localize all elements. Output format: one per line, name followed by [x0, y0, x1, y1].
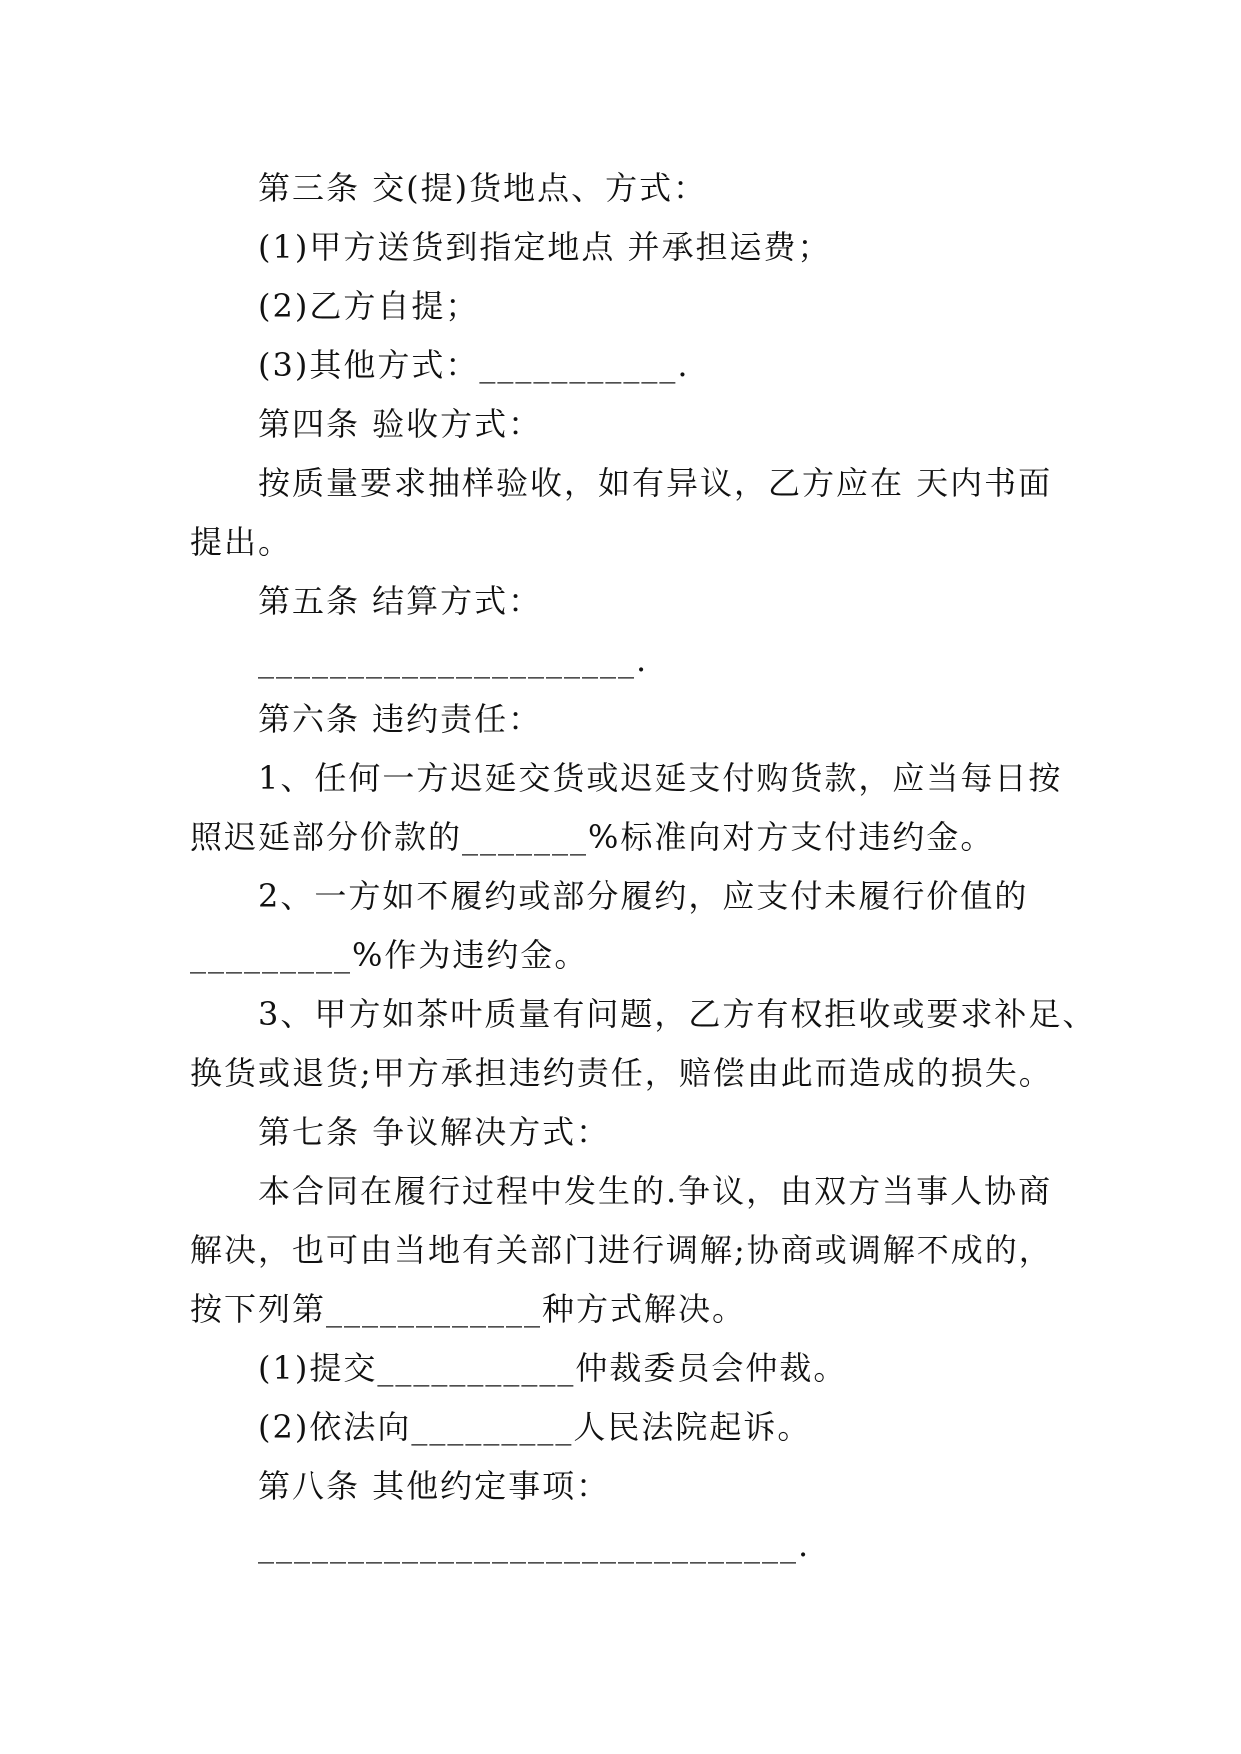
article-5-heading: 第五条 结算方式：	[258, 582, 543, 620]
article-3-item-1: (1)甲方送货到指定地点 并承担运费；	[258, 228, 832, 266]
article-6-clause-2-line-2: _________%作为违约金。	[190, 936, 589, 974]
article-4-text-line-1: 按质量要求抽样验收，如有异议，乙方应在 天内书面	[258, 464, 1053, 502]
article-6-clause-1-line-2: 照迟延部分价款的_______%标准向对方支付违约金。	[190, 818, 995, 856]
article-7-item-1: (1)提交___________仲裁委员会仲裁。	[258, 1349, 848, 1387]
article-7-heading: 第七条 争议解决方式：	[258, 1113, 611, 1151]
article-8-blank: ______________________________.	[258, 1526, 811, 1564]
article-8-heading: 第八条 其他约定事项：	[258, 1467, 611, 1505]
article-7-text-line-1: 本合同在履行过程中发生的.争议，由双方当事人协商	[258, 1172, 1053, 1210]
article-7-text-line-2: 解决，也可由当地有关部门进行调解;协商或调解不成的，	[190, 1231, 1053, 1269]
article-3-item-2: (2)乙方自提；	[258, 287, 480, 325]
article-7-text-line-3: 按下列第____________种方式解决。	[190, 1290, 747, 1328]
article-6-clause-3-line-1: 3、甲方如茶叶质量有问题，乙方有权拒收或要求补足、	[258, 995, 1097, 1033]
article-3-item-3: (3)其他方式：___________.	[258, 346, 690, 384]
article-6-heading: 第六条 违约责任：	[258, 700, 543, 738]
article-4-text-line-2: 提出。	[190, 523, 293, 561]
article-3-heading: 第三条 交(提)货地点、方式：	[258, 169, 708, 207]
article-5-blank: _____________________.	[258, 641, 649, 679]
article-4-heading: 第四条 验收方式：	[258, 405, 543, 443]
article-7-item-2: (2)依法向_________人民法院起诉。	[258, 1408, 812, 1446]
article-6-clause-3-line-2: 换货或退货;甲方承担违约责任，赔偿由此而造成的损失。	[190, 1054, 1053, 1092]
article-6-clause-1-line-1: 1、任何一方迟延交货或迟延支付购货款，应当每日按	[258, 759, 1063, 797]
article-6-clause-2-line-1: 2、一方如不履约或部分履约，应支付未履行价值的	[258, 877, 1029, 915]
